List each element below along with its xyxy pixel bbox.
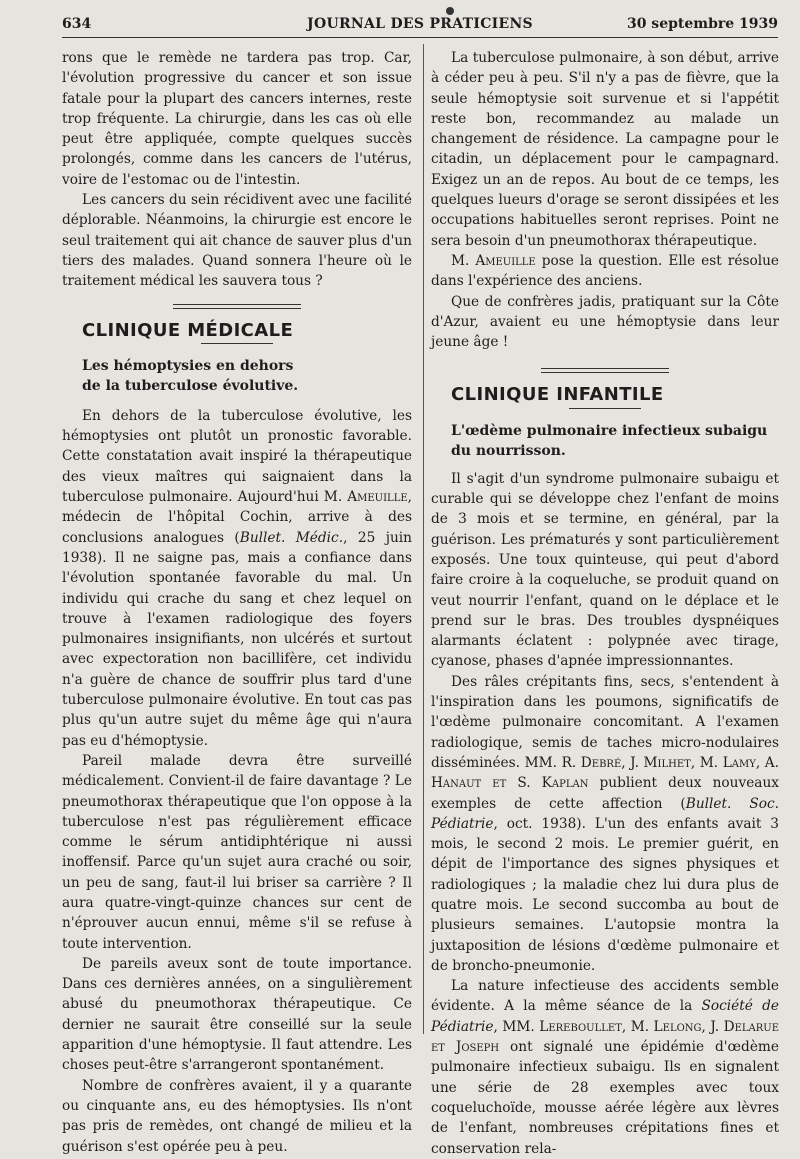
paragraph: rons que le remède ne tardera pas trop. Car, l'évolution progressive du cancer et son issue fatale pour la plupart des cancers internes, reste trop fréquente. La chirurgie, dans les cas où elle peut être appliquée, compte quelques succès prolongés, comme dans les cancers de l'utérus, voire de l'estomac ou de l'intestin. [62, 50, 412, 188]
author-names: R. Debré, J. Milhet, M. Lamy, A. Hanaut et S. Kaplan [431, 754, 780, 792]
reference: Société de Pédiatrie [431, 998, 779, 1035]
right-column [431, 48, 779, 1159]
section-separator [541, 368, 669, 373]
section-separator [173, 304, 301, 309]
reference: Bullet. Soc. Pédiatrie [431, 795, 779, 832]
paragraph: Il s'agit d'un syndrome pulmonaire subaigu et curable qui se développe chez l'enfant de moins de 3 mois et se termine, en général, par la guérison. Les prématurés y sont particulièrement exposés. Une toux quinteuse, qui peut d'abord faire croire à la coqueluche, se produit quand on veut nourrir l'enfant, quand on le déplace et le prend sur le bras. Des troubles dyspnéiques alarmants éclatent : polypnée avec tirage, cyanose, phases d'apnée impressionnantes. [431, 470, 779, 670]
article-title-line: du nourrisson. [451, 442, 566, 459]
article-title-line: Les hémoptysies en dehors [82, 357, 294, 374]
article-title-line: L'œdème pulmonaire infectieux subaigu [451, 422, 768, 439]
author-name: Ameuille [347, 489, 408, 506]
header-rule [62, 37, 778, 38]
section-title: CLINIQUE MÉDICALE [82, 319, 294, 341]
header-ornament [446, 7, 454, 15]
author-names: Lereboullet, M. Lelong, J. Delarue et Joseph [431, 1018, 780, 1056]
reference: Bullet. Médic. [239, 529, 344, 546]
paragraph: La tuberculose pulmonaire, à son début, arrive à céder peu à peu. S'il n'y a pas de fièvre, que la seule hémoptysie soit survenue et si l'appétit reste bon, recommandez au malade un changement de résidence. La campagne pour le citadin, un déplacement pour le campagnard. Exigez un an de repos. Au bout de ce temps, les quelques lueurs d'orage se seront dissipées et les occupations habituelles seront reprises. Point ne sera besoin d'un pneumothorax thérapeutique. [431, 50, 779, 249]
section-underline [201, 343, 273, 344]
paragraph: De pareils aveux sont de toute importance. Dans ces dernières années, on a singulièrement abusé du pneumothorax thérapeutique. Ce dernier ne saurait être conseillé sur la seule apparition d'une hémoptysie. Il faut attendre. Les choses peut-être s'arrangeront spontanément. [62, 955, 412, 1074]
section-underline [569, 408, 641, 409]
author-name: M. Ameuille [451, 252, 536, 269]
issue-date: 30 septembre 1939 [626, 16, 778, 32]
paragraph: En dehors de la tuberculose évolutive, les hémoptysies ont plutôt un pronostic favorable. Cette constatation avait inspiré la thérapeutique des vieux maîtres qui saignaient dans la tuberculose pulmonaire. Aujourd'hui M. Ameuille, médecin de l'hôpital Cochin, arrive à des conclusions analogues (Bullet. Médic., 25 juin 1938). Il ne saigne pas, mais a confiance dans l'évolution spontanée favorable du mal. Un individu qui crache du sang et chez lequel on trouve à l'examen radiologique des foyers pulmonaires insignifiants, non ulcérés et surtout avec expectoration non bacillifère, cet individu n'a guère de chance de souffrir plus tard d'une tuberculose pulmonaire évolutive. En tout cas pas plus qu'un autre sujet du même âge qui n'aura pas eu d'hémoptysie. [62, 407, 412, 749]
paragraph: Pareil malade devra être surveillé médicalement. Convient-il de faire davantage ? Le pneumothorax thérapeutique que l'on oppose à la tuberculose n'est pas régulièrement efficace comme le sérum antidiphtérique ni aussi inoffensif. Parce qu'un sujet aura craché ou soir, un peu de sang, faut-il lui briser sa carrière ? Il aura quatre-vingt-quinze chances sur cent de n'éprouver aucun ennui, même s'il se refuse à toute intervention. [62, 752, 412, 952]
paragraph: Nombre de confrères avaient, il y a quarante ou cinquante ans, eu des hémoptysies. Ils n'ont pas pris de remèdes, ont changé de milieu et la guérison s'est opérée peu à peu. [62, 1077, 412, 1155]
paragraph: M. Ameuille pose la question. Elle est résolue dans l'expérience des anciens. [431, 252, 779, 290]
paragraph: Que de confrères jadis, pratiquant sur la Côte d'Azur, avaient eu une hémoptysie dans leur jeune âge ! [431, 293, 779, 351]
section-title: CLINIQUE INFANTILE [451, 384, 664, 406]
page-number: 634 [62, 16, 92, 32]
article-title-line: de la tuberculose évolutive. [82, 377, 299, 394]
paragraph: Des râles crépitants fins, secs, s'entendent à l'inspiration dans les poumons, significatifs de l'œdème pulmonaire concomitant. A l'examen radiologique, semis de taches micro-nodulaires disséminées. MM. R. Debré, J. Milhet, M. Lamy, A. Hanaut et S. Kaplan publient deux nouveaux exemples de cette affection (Bullet. Soc. Pédiatrie, oct. 1938). L'un des enfants avait 3 mois, le second 2 mois. Le premier guérit, en dépit de l'importance des signes physiques et radiologiques ; la maladie chez lui dura plus de quatre mois. Le second succomba au bout de plusieurs semaines. L'autopsie montra la juxtaposition de lésions d'œdème pulmonaire et de broncho-pneumonie. [431, 673, 780, 974]
column-divider [423, 44, 424, 1034]
left-column [62, 48, 412, 1157]
journal-title: JOURNAL DES PRATICIENS [307, 16, 533, 32]
paragraph: Les cancers du sein récidivent avec une facilité déplorable. Néanmoins, la chirurgie est encore le seul traitement qui ait chance de sauver plus d'un tiers des malades. Quand sonnera l'heure où le traitement médical les sauvera tous ? [62, 192, 412, 290]
paragraph: La nature infectieuse des accidents semble évidente. A la même séance de la Société de Pédiatrie, MM. Lereboullet, M. Lelong, J. Delarue et Joseph ont signalé une épidémie d'œdème pulmonaire infectieux subaigu. Ils en signalent une série de 28 exemples avec toux coqueluchoïde, mousse aérée légère aux lèvres de l'enfant, nombreuses crépitations fines et conservation rela- [431, 978, 780, 1157]
